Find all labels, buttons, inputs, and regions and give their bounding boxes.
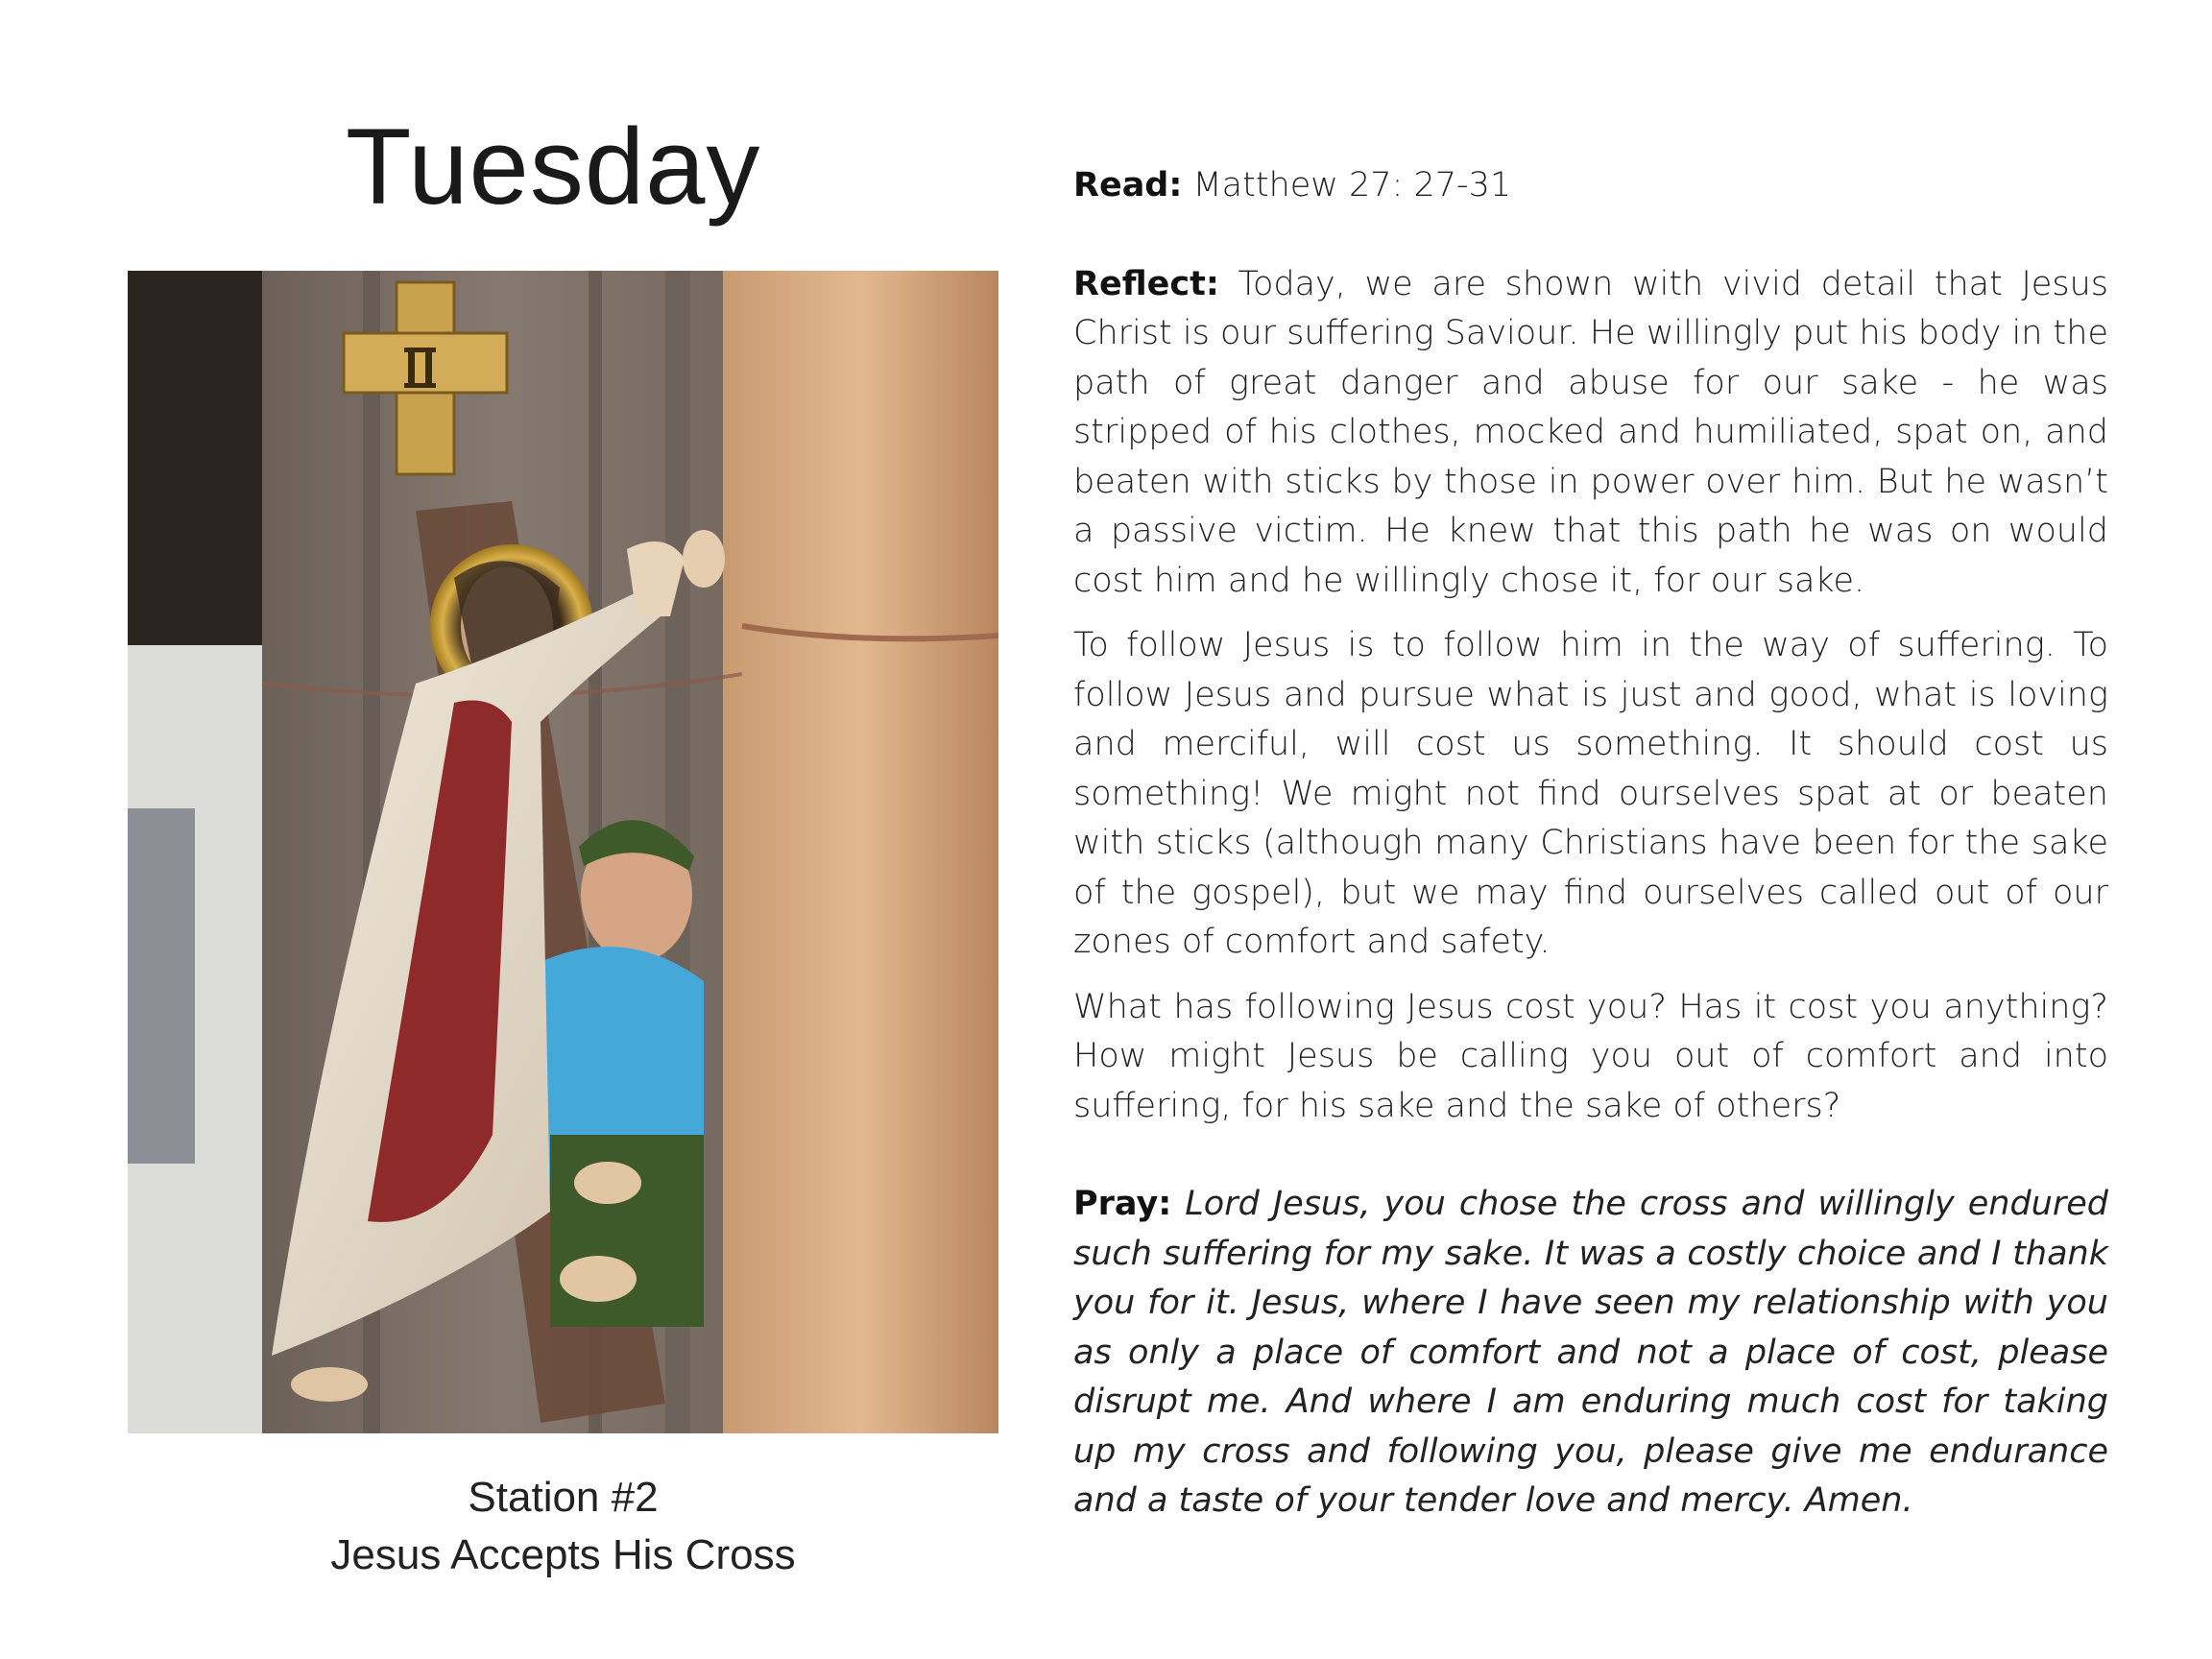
- read-label: Read:: [1073, 166, 1183, 204]
- read-line: [1073, 161, 2108, 211]
- page-title: Tuesday: [346, 107, 761, 227]
- station-photo: [128, 271, 998, 1433]
- reflect-text-1: Today, we are shown with vivid detail that Jesus Christ is our suffering Saviour. He willingly put his body in the path of great danger and abuse for our sake - he was stripped of his clothes, mocked and humiliated, spat on, and beaten with sticks by those in power over him. But he wasn’t a passive victim. He knew that this path he was on would cost him and he willingly chose it, for our sake.: [1073, 264, 2108, 600]
- devotional-text: [1073, 161, 2108, 1527]
- photo-caption: [128, 1469, 998, 1584]
- pray-label: Pray:: [1073, 1185, 1172, 1223]
- reflect-label: Reflect:: [1073, 264, 1219, 303]
- reflect-paragraph-1: [1073, 260, 2108, 607]
- reflect-paragraph-2: To follow Jesus is to follow him in the way of suffering. To follow Jesus and pursue what is just and good, what is loving and merciful, will cost us something. It should cost us something! We might not find ourselves spat at or beaten with sticks (although many Christians have been for the sake of the gospel), but we may find ourselves called out of our zones of comfort and safety.: [1073, 626, 2108, 961]
- pray-text: Lord Jesus, you chose the cross and willingly endured such suffering for my sake. It was a costly choice and I thank you for it. Jesus, where I have seen my relationship with you as only a place of comfort and not a place of cost, please disrupt me. And where I am enduring much cost for taking up my cross and following you, please give me endurance and a taste of your tender love and mercy. Amen.: [1073, 1185, 2108, 1520]
- caption-station-number: Station #2: [468, 1474, 659, 1521]
- read-reference: Matthew 27: 27-31: [1182, 166, 1512, 204]
- caption-station-title: Jesus Accepts His Cross: [330, 1531, 796, 1578]
- pray-paragraph: [1073, 1180, 2108, 1527]
- reflect-paragraph-3: What has following Jesus cost you? Has it cost you anything? How might Jesus be calling you out of comfort and into suffering, for his sake and the sake of others?: [1073, 987, 2108, 1125]
